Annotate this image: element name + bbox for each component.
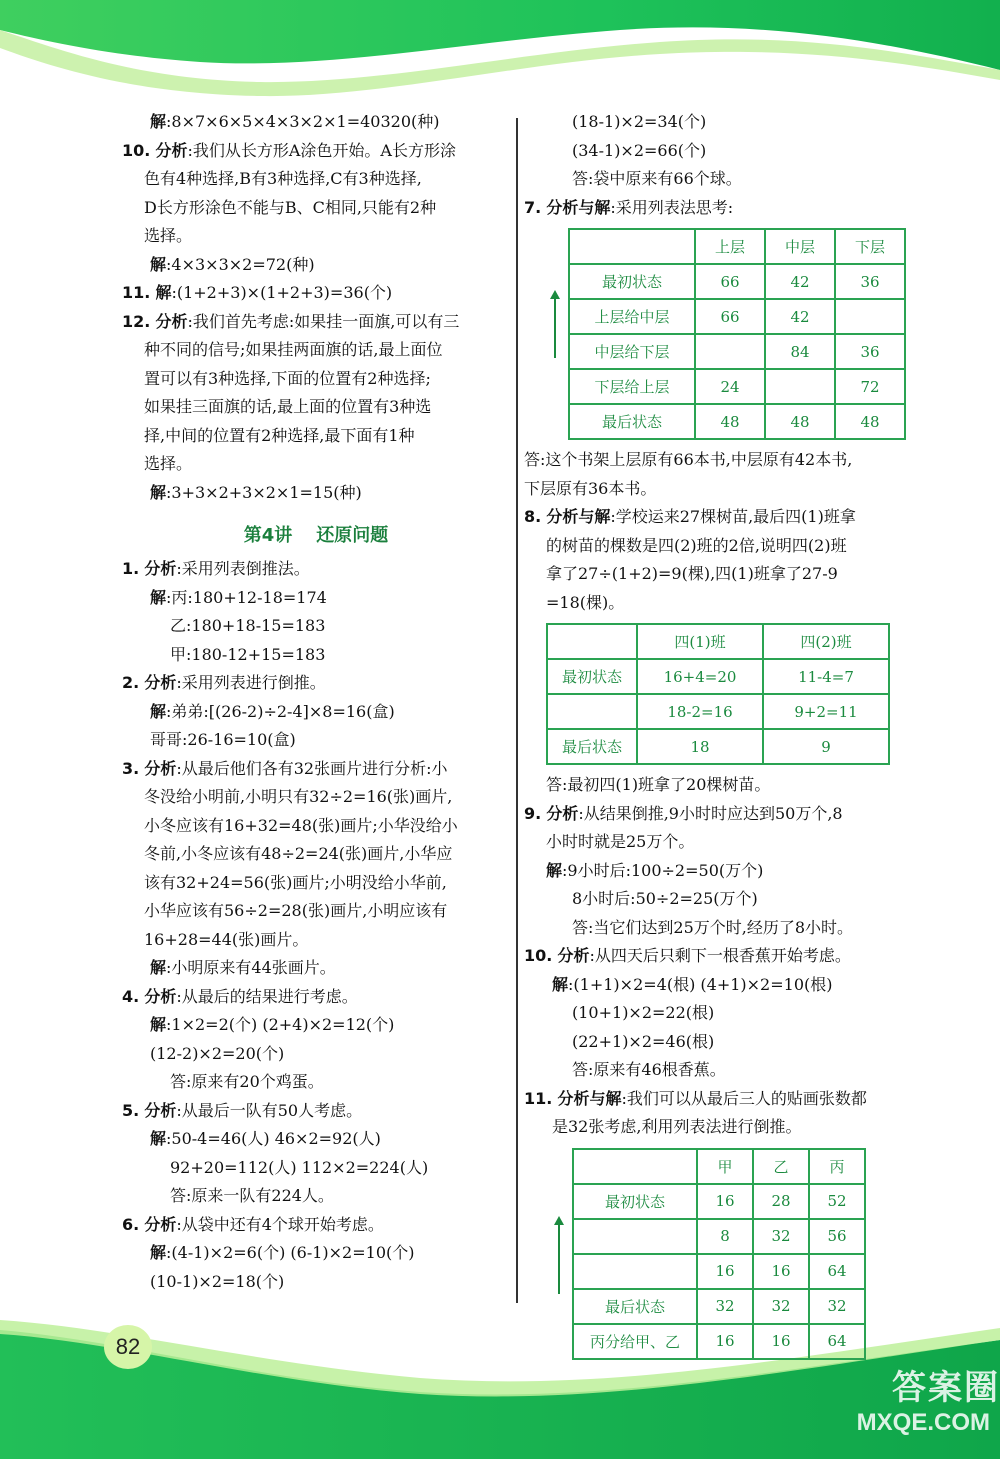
answer-label: 解 [150, 958, 167, 977]
table-cell [765, 369, 835, 404]
table-cell: 最后状态 [547, 729, 637, 764]
table-cell: 48 [835, 404, 905, 439]
answer-label: 分析 [144, 758, 177, 778]
answer-label: 解 [150, 254, 167, 274]
table-cell: 24 [695, 369, 765, 404]
answer-text: :采用列表倒推法。 [176, 559, 310, 578]
answer-line [122, 641, 510, 670]
answer-line [524, 589, 914, 618]
table-row [569, 369, 905, 404]
answer-line [122, 1097, 510, 1126]
answer-line [122, 336, 510, 365]
answer-text: 乙:180+18-15=183 [170, 616, 326, 635]
answer-line [122, 1125, 510, 1154]
answer-text: :我们从长方形A涂色开始。A长方形涂 [187, 140, 456, 160]
answer-line [122, 783, 510, 812]
answer-line [122, 669, 510, 698]
answer-line [122, 1154, 510, 1183]
answer-text: :弟弟:[(26-2)÷2-4]×8=16(盒) [166, 701, 395, 721]
answer-text: 选择。 [144, 226, 193, 245]
question-number: 1. [122, 559, 140, 578]
table-cell: 8 [697, 1219, 753, 1254]
table-cell [547, 694, 637, 729]
answer-line [122, 954, 510, 983]
table-cell: 上层给中层 [569, 299, 695, 334]
answer-text: :3+3×2+3×2×1=15(种) [166, 482, 362, 502]
answer-text: :我们首先考虑:如果挂一面旗,可以有三 [187, 311, 460, 331]
table-row [573, 1219, 865, 1254]
answer-line [122, 308, 510, 337]
table-row [547, 729, 889, 764]
table-cell: 32 [753, 1289, 809, 1324]
table-cell: 最初状态 [547, 659, 637, 694]
answer-label: 解 [150, 701, 167, 721]
table-cell: 84 [765, 334, 835, 369]
table-row [547, 659, 889, 694]
answer-line [122, 422, 510, 451]
answer-text: 92+20=112(人) 112×2=224(人) [170, 1157, 429, 1177]
question-number: 3. [122, 758, 140, 778]
question-number: 11. [524, 1088, 553, 1108]
question-number: 2. [122, 673, 140, 692]
answer-text: 选择。 [144, 454, 193, 473]
table-8 [546, 623, 890, 765]
table-cell: 48 [695, 404, 765, 439]
answer-text: :丙:180+12-18=174 [166, 587, 327, 607]
right-column [524, 108, 914, 1366]
question-number: 9. [524, 803, 542, 823]
question-number: 8. [524, 507, 542, 526]
left-answers-part-a [122, 108, 510, 507]
answer-line [524, 137, 914, 166]
answer-line [122, 194, 510, 223]
answer-text: :8×7×6×5×4×3×2×1=40320(种) [166, 112, 440, 131]
answer-line [122, 279, 510, 308]
answer-line [122, 365, 510, 394]
question-number: 6. [122, 1214, 140, 1234]
answer-text: :(1+1)×2=4(根) (4+1)×2=10(根) [568, 974, 833, 994]
answer-label: 分析 [144, 673, 177, 692]
table-row [569, 334, 905, 369]
answer-line [524, 800, 914, 829]
answer-text: 答:原来一队有224人。 [170, 1186, 334, 1205]
table-cell: 下层给上层 [569, 369, 695, 404]
answer-text: 答:原来有46根香蕉。 [572, 1060, 726, 1079]
table-cell: 16 [697, 1324, 753, 1359]
answer-line [122, 108, 510, 137]
table-cell: 52 [809, 1184, 865, 1219]
answer-line [122, 726, 510, 755]
answer-text: (10-1)×2=18(个) [150, 1271, 285, 1291]
answer-text: 答:袋中原来有66个球。 [572, 169, 742, 188]
answer-line [122, 393, 510, 422]
table-row [547, 694, 889, 729]
answer-line [524, 942, 914, 971]
table-cell: 64 [809, 1254, 865, 1289]
answer-line [122, 698, 510, 727]
answer-text: 如果挂三面旗的话,最上面的位置有3种选 [144, 397, 432, 416]
left-column [122, 108, 510, 1296]
table-cell: 18 [637, 729, 763, 764]
section-heading [122, 507, 510, 555]
answer-text: :学校运来27棵树苗,最后四(1)班拿 [610, 507, 856, 526]
table-cell: 36 [835, 264, 905, 299]
table-header-cell [569, 229, 695, 264]
answer-line [122, 897, 510, 926]
table-cell: 最初状态 [573, 1184, 697, 1219]
answer-text: :我们可以从最后三人的贴画张数都 [621, 1088, 867, 1108]
table-cell: 丙分给甲、乙 [573, 1324, 697, 1359]
table-cell: 66 [695, 299, 765, 334]
answer-line [524, 532, 914, 561]
table-header-cell: 甲 [697, 1149, 753, 1184]
table-row [569, 299, 905, 334]
left-answers-part-b [122, 555, 510, 1296]
answer-line [524, 108, 914, 137]
answer-text: D长方形涂色不能与B、C相同,只能有2种 [144, 197, 437, 217]
answer-text: 答:这个书架上层原有66本书,中层原有42本书, [524, 450, 853, 469]
answer-label: 分析与解 [557, 1088, 622, 1108]
answer-line [524, 1056, 914, 1085]
table-cell: 16+4=20 [637, 659, 763, 694]
table-cell [695, 334, 765, 369]
table-7-wrapper [568, 228, 914, 440]
question-number: 10. [524, 946, 553, 965]
answer-text: 该有32+24=56(张)画片;小明没给小华前, [144, 872, 447, 892]
answer-label: 分析 [144, 559, 177, 578]
right-answers-part-b [524, 446, 914, 617]
lecture-title: 还原问题 [316, 525, 389, 546]
answer-line [122, 555, 510, 584]
table-header-cell: 四(1)班 [637, 624, 763, 659]
table-cell: 16 [697, 1254, 753, 1289]
answer-line [524, 446, 914, 475]
answer-text: :采用列表法思考: [610, 197, 734, 217]
answer-line [122, 1040, 510, 1069]
answer-line [524, 999, 914, 1028]
answer-label: 分析 [557, 946, 590, 965]
answer-line [122, 251, 510, 280]
watermark [800, 1360, 1000, 1437]
table-row [573, 1324, 865, 1359]
answer-label: 分析 [144, 1214, 177, 1234]
answer-label: 解 [150, 1015, 167, 1034]
table-cell: 16 [753, 1324, 809, 1359]
answer-text: 甲:180-12+15=183 [170, 644, 326, 664]
table-header-cell: 四(2)班 [763, 624, 889, 659]
answer-text: 色有4种选择,B有3种选择,C有3种选择, [144, 169, 422, 188]
table-cell: 中层给下层 [569, 334, 695, 369]
answer-label: 分析 [144, 1100, 177, 1120]
answer-text: 置可以有3种选择,下面的位置有2种选择; [144, 368, 431, 388]
answer-line [122, 165, 510, 194]
answer-text: :1×2=2(个) (2+4)×2=12(个) [166, 1015, 395, 1034]
question-number: 7. [524, 197, 542, 217]
table-header-cell [573, 1149, 697, 1184]
answer-line [122, 812, 510, 841]
answer-line [122, 926, 510, 955]
table-row [573, 1289, 865, 1324]
table-row [573, 1184, 865, 1219]
table-cell: 最后状态 [573, 1289, 697, 1324]
table-cell: 36 [835, 334, 905, 369]
answer-text: (10+1)×2=22(根) [572, 1003, 715, 1022]
right-answers-part-c [524, 771, 914, 1142]
table-cell: 16 [697, 1184, 753, 1219]
answer-line [122, 137, 510, 166]
answer-line [524, 885, 914, 914]
question-number: 10. [122, 140, 151, 160]
table-cell [835, 299, 905, 334]
answer-text: (18-1)×2=34(个) [572, 112, 707, 131]
answer-text: :从最后一队有50人考虑。 [176, 1100, 363, 1120]
table-cell: 72 [835, 369, 905, 404]
answer-line [524, 165, 914, 194]
lecture-number: 第4讲 [243, 525, 293, 546]
answer-line [122, 1211, 510, 1240]
answer-text: :从四天后只剩下一根香蕉开始考虑。 [589, 946, 851, 965]
answer-text: 答:原来有20个鸡蛋。 [170, 1072, 324, 1091]
table-row [569, 264, 905, 299]
answer-line [524, 1113, 914, 1142]
table-cell: 48 [765, 404, 835, 439]
answer-text: :9小时后:100÷2=50(万个) [562, 860, 764, 880]
answer-text: 下层原有36本书。 [524, 478, 657, 498]
arrow-up-icon [554, 298, 556, 358]
table-header-cell: 中层 [765, 229, 835, 264]
table-cell: 18-2=16 [637, 694, 763, 729]
answer-label: 解 [155, 283, 172, 302]
answer-line [122, 584, 510, 613]
answer-text: 拿了27÷(1+2)=9(棵),四(1)班拿了27-9 [546, 564, 838, 583]
answer-text: 哥哥:26-16=10(盒) [150, 730, 296, 749]
table-8-wrapper [546, 623, 914, 765]
answer-text: 8小时后:50÷2=25(万个) [572, 889, 758, 908]
question-number: 12. [122, 311, 151, 331]
table-cell: 56 [809, 1219, 865, 1254]
table-7 [568, 228, 906, 440]
table-cell: 28 [753, 1184, 809, 1219]
table-header-cell: 下层 [835, 229, 905, 264]
question-number: 5. [122, 1100, 140, 1120]
answer-line [524, 771, 914, 800]
answer-label: 解 [552, 974, 569, 994]
answer-text: (34-1)×2=66(个) [572, 140, 707, 160]
answer-line [122, 869, 510, 898]
answer-line [524, 475, 914, 504]
answer-text: :小明原来有44张画片。 [166, 958, 336, 977]
answer-line [122, 479, 510, 508]
answer-text: :4×3×3×2=72(种) [166, 254, 315, 274]
table-row [569, 404, 905, 439]
answer-text: 择,中间的位置有2种选择,最下面有1种 [144, 425, 415, 445]
answer-line [524, 971, 914, 1000]
arrow-up-icon [558, 1224, 560, 1294]
answer-text: =18(棵)。 [546, 592, 625, 612]
table-header-cell: 上层 [695, 229, 765, 264]
answer-line [122, 612, 510, 641]
table-cell: 64 [809, 1324, 865, 1359]
answer-label: 分析 [546, 803, 579, 823]
answer-label: 解 [150, 482, 167, 502]
table-header-cell: 丙 [809, 1149, 865, 1184]
answer-text: 冬前,小冬应该有48÷2=24(张)画片,小华应 [144, 844, 453, 863]
table-header-row [569, 229, 905, 264]
table-cell: 42 [765, 264, 835, 299]
answer-line [122, 1239, 510, 1268]
answer-text: 16+28=44(张)画片。 [144, 929, 309, 949]
table-header-cell [547, 624, 637, 659]
answer-line [524, 914, 914, 943]
question-number: 11. [122, 283, 151, 302]
answer-text: 的树苗的棵数是四(2)班的2倍,说明四(2)班 [546, 535, 847, 555]
answer-text: 答:最初四(1)班拿了20棵树苗。 [546, 775, 771, 794]
answer-line [524, 503, 914, 532]
table-cell: 9+2=11 [763, 694, 889, 729]
answer-text: 小时时就是25万个。 [546, 832, 695, 851]
answer-label: 分析 [155, 140, 188, 160]
answer-line [122, 755, 510, 784]
answer-line [122, 1011, 510, 1040]
answer-line [524, 1085, 914, 1114]
answer-label: 解 [150, 1243, 167, 1262]
answer-text: :从最后的结果进行考虑。 [176, 986, 358, 1006]
table-cell: 16 [753, 1254, 809, 1289]
answer-line [524, 857, 914, 886]
answer-line [122, 840, 510, 869]
answer-line [122, 222, 510, 251]
answer-text: 冬没给小明前,小明只有32÷2=16(张)画片, [144, 787, 453, 806]
answer-text: :从最后他们各有32张画片进行分析:小 [176, 758, 448, 778]
table-cell: 9 [763, 729, 889, 764]
answer-text: :(1+2+3)×(1+2+3)=36(个) [171, 283, 393, 302]
answer-label: 分析与解 [546, 507, 611, 526]
answer-line [122, 1268, 510, 1297]
answer-line [122, 1068, 510, 1097]
table-row [573, 1254, 865, 1289]
table-header-row [547, 624, 889, 659]
answer-line [524, 560, 914, 589]
answer-label: 分析与解 [546, 197, 611, 217]
answer-text: 种不同的信号;如果挂两面旗的话,最上面位 [144, 340, 443, 359]
answer-text: 小冬应该有16+32=48(张)画片;小华没给小 [144, 815, 458, 835]
table-cell: 32 [809, 1289, 865, 1324]
answer-text: :从结果倒推,9小时时应达到50万个,8 [578, 803, 843, 823]
page-number: 82 [104, 1325, 152, 1369]
table-cell: 11-4=7 [763, 659, 889, 694]
answer-line [122, 1182, 510, 1211]
answer-text: :50-4=46(人) 46×2=92(人) [166, 1129, 381, 1148]
answer-text: 小华应该有56÷2=28(张)画片,小明应该有 [144, 901, 448, 920]
table-cell: 32 [753, 1219, 809, 1254]
answer-line [524, 828, 914, 857]
answer-label: 分析 [144, 986, 177, 1006]
watermark-url: MXQE.COM [856, 1409, 990, 1436]
answer-label: 解 [150, 112, 167, 131]
answer-line [122, 983, 510, 1012]
table-cell: 66 [695, 264, 765, 299]
answer-line [524, 194, 914, 223]
watermark-text: 答案圈 [892, 1369, 1000, 1407]
answer-label: 解 [150, 587, 167, 607]
table-cell [573, 1254, 697, 1289]
table-header-cell: 乙 [753, 1149, 809, 1184]
answer-line [524, 1028, 914, 1057]
answer-text: 是32张考虑,利用列表法进行倒推。 [552, 1117, 802, 1136]
answer-text: (12-2)×2=20(个) [150, 1043, 285, 1063]
table-11-wrapper [572, 1148, 914, 1360]
answer-label: 解 [546, 860, 563, 880]
answer-text: (22+1)×2=46(根) [572, 1031, 715, 1051]
table-cell: 最初状态 [569, 264, 695, 299]
table-cell: 42 [765, 299, 835, 334]
table-cell: 最后状态 [569, 404, 695, 439]
table-cell: 32 [697, 1289, 753, 1324]
answer-text: :(4-1)×2=6(个) (6-1)×2=10(个) [166, 1243, 415, 1262]
column-divider [516, 118, 518, 1303]
answer-label: 解 [150, 1129, 167, 1148]
table-header-row [573, 1149, 865, 1184]
answer-text: 答:当它们达到25万个时,经历了8小时。 [572, 917, 854, 937]
table-cell [573, 1219, 697, 1254]
answer-label: 分析 [155, 311, 188, 331]
question-number: 4. [122, 986, 140, 1006]
answer-text: :从袋中还有4个球开始考虑。 [176, 1214, 384, 1234]
answer-text: :采用列表进行倒推。 [176, 673, 326, 692]
right-answers-part-a [524, 108, 914, 222]
table-11 [572, 1148, 866, 1360]
answer-line [122, 450, 510, 479]
